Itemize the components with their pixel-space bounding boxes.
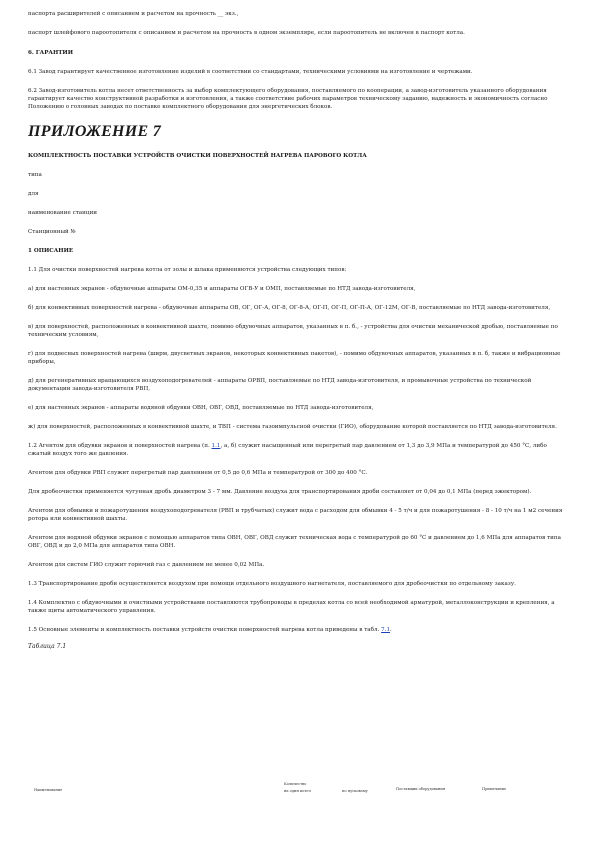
paragraph-1-5-pre: 1.5 Основные элементы и комплектность поставки устройств очистки поверхностей нагрева котла приведены в табл. <box>28 627 382 633</box>
section-6-title: 6. ГАРАНТИИ <box>28 50 73 56</box>
paragraph-6-2: 6.2 Завод-изготовитель котла несет ответственность за выбор комплектующего оборудования, поставляемого по кооперации, а завод-изготовитель указанного оборудования гарантирует качество конструктивной разработки и изготовления, а также соответствие рабочих параметров техническому заданию, надежность и экономичность согласно Положению о головных заводах по поставке комплектного оборудования для энергетических блоков. <box>28 88 548 110</box>
appendix-subtitle: КОМПЛЕКТНОСТЬ ПОСТАВКИ УСТРОЙСТВ ОЧИСТКИ ПОВЕРХНОСТЕЙ НАГРЕВА ПАРОВОГО КОТЛА <box>28 153 367 159</box>
paragraph-1-4: 1.4 Комплектно с обдувочными и очистными устройствами поставляются трубопроводы в пределах котла со всей необходимой арматурой, металлоконструкции и крепления, а также щиты автоматического управления. <box>28 600 555 614</box>
table-col-note: Примечание <box>482 787 507 791</box>
table-header <box>28 780 568 800</box>
line-station-number: Станционный № <box>28 229 76 235</box>
item-g: г) для подвесных поверхностей нагрева (ширм, двусветных экранов, некоторых конвективных пакетов), - помимо обдувочных аппаратов, указанных в п. б, также и вибрационные приборы, <box>28 351 561 365</box>
line-for: для <box>28 191 39 197</box>
table-caption: Таблица 7.1 <box>28 643 67 650</box>
item-v: в) для поверхностей, расположенных в конвективной шахте, помимо обдувочных аппаратов, указанных в п. б., - устройства для очистки механической дробью, поставляемые по техническим условиям, <box>28 324 558 338</box>
table-col-supplier: Поставщик оборудования <box>396 787 446 791</box>
paragraph-washing: Агентом для обмывки и пожаротушения воздухоподогревателя (РВП и трубчатых) служит вода с расходом для обмывки 4 - 5 т/ч и для пожаротушения - 8 - 10 т/ч на 1 м2 сечения ротора или конвективной шахты. <box>28 508 563 522</box>
line-type: типа <box>28 172 42 178</box>
paragraph-shot-cleaning: Для дробеочистки применяется чугунная дробь диаметром 3 - 7 мм. Давление воздуха для транспортирования дроби составляет от 0,04 до 0,1 МПа (перед эжектором). <box>28 489 532 495</box>
link-table-7-1[interactable]: 7.1 <box>381 627 391 633</box>
table-col-startup: по пусковому <box>342 789 368 793</box>
paragraph-1-2-pre: 1.2 Агентом для обдувки экранов и поверхностей нагрева (п. <box>28 443 212 449</box>
paragraph-6-1: 6.1 Завод гарантирует качественное изготовление изделий в соответствии со стандартами, техническими условиями на изготовление и чертежами. <box>28 69 473 75</box>
paragraph-1-2-post: , а, б) служит насыщенный или перегретый пар давлением от 1,3 до 3,9 МПа и температурой до 450 °С, либо сжатый воздух того же давления. <box>28 443 547 457</box>
paragraph-water-blowing: Агентом для водяной обдувки экранов с помощью аппаратов типа ОВН, ОВГ, ОВД служит техническая вода с температурой до 60 °С и давлением до 1,6 МПа для аппаратов типа ОВГ, ОВД и до 2,0 МПа для аппаратов типа ОВН. <box>28 535 561 549</box>
table-col-quantity: Количество <box>284 782 307 786</box>
item-zh: ж) для поверхностей, расположенных в конвективной шахте, и ТВП - система газоимпульсной очистки (ГИО), оборудование которой поставляется по НТД завода-изготовителя. <box>28 424 557 430</box>
item-b: б) для конвективных поверхностей нагрева - обдувочные аппараты ОВ, ОГ, ОГ-А, ОГ-8, ОГ-8-А, ОГ-П, ОГ-П, ОГ-П-А, ОГ-12М, ОГ-В, поставляемые по НТД завода-изготовителя, <box>28 305 551 311</box>
table-col-name: Наименование <box>34 788 63 792</box>
item-e: е) для настенных экранов - аппараты водяной обдувки ОВН, ОВГ, ОВД, поставляемые по НТД завода-изготовителя, <box>28 405 374 411</box>
paragraph-1-1: 1.1 Для очистки поверхностей нагрева котла от золы и шлака применяются устройства следующих типов: <box>28 267 347 273</box>
section-1-title: 1 ОПИСАНИЕ <box>28 248 74 254</box>
paragraph-heater-passport: паспорт шлейфового пароотопителя с описанием и расчетом на прочность в одном экземпляре, если пароотопитель не включен в паспорт котла. <box>28 30 465 36</box>
appendix-title: ПРИЛОЖЕНИЕ 7 <box>28 123 162 140</box>
paragraph-1-3: 1.3 Транспортирование дроби осуществляется воздухом при помощи отдельного воздушного нагнетателя, поставляемого для дробеочистки по отдельному заказу. <box>28 581 516 587</box>
paragraph-1-5-post: . <box>390 627 392 633</box>
paragraph-expansion-passports: паспорта расширителей с описанием и расчетом на прочность __ экз., <box>28 11 239 17</box>
document-page <box>28 10 568 651</box>
paragraph-1-5 <box>28 626 568 634</box>
paragraph-1-2 <box>28 442 568 458</box>
line-station-name: наименование станции <box>28 210 97 216</box>
link-1-1[interactable]: 1.1 <box>211 443 221 449</box>
item-d: д) для регенеративных вращающихся воздухоподогревателей - аппараты ОРВП, поставляемые по НТД завода-изготовителя, и промывочные устройства по технической документации завода-изготовителя РВП, <box>28 378 532 392</box>
paragraph-gio-agent: Агентом для систем ГИО служит горючий газ с давлением не менее 0,02 МПа. <box>28 562 265 568</box>
table-col-per-boiler: на один котел <box>284 789 311 793</box>
item-a: а) для настенных экранов - обдувочные аппараты ОМ-0,35 и аппараты ОГВ-У и ОМП, поставляемые по НТД завода-изготовителя, <box>28 286 416 292</box>
paragraph-rvp-agent: Агентом для обдувки РВП служит перегретый пар давлением от 0,5 до 0,6 МПа и температурой от 300 до 400 °С. <box>28 470 368 476</box>
